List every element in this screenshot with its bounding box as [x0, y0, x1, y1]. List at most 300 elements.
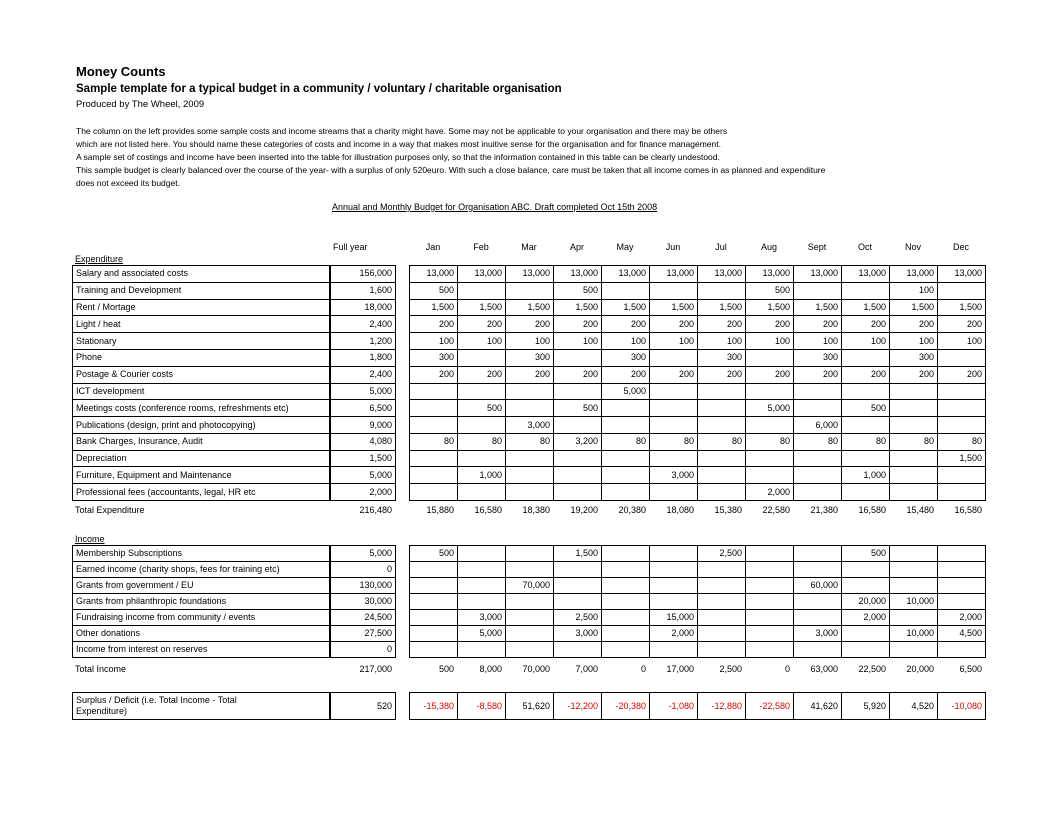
table-cell	[409, 625, 458, 642]
row-label: Grants from philanthropic foundations	[72, 593, 330, 610]
table-cell	[409, 577, 458, 594]
table-cell	[601, 609, 650, 626]
table-cell	[505, 545, 554, 562]
table-cell: 80	[937, 433, 986, 451]
row-label: Light / heat	[72, 315, 330, 333]
table-cell: 1,500	[409, 299, 458, 317]
table-cell	[601, 399, 650, 417]
table-cell	[889, 577, 938, 594]
table-cell	[409, 609, 458, 626]
table-cell: 15,000	[649, 609, 698, 626]
column-header: Feb	[473, 241, 489, 252]
table-cell: 5,000	[330, 466, 396, 484]
table-cell: 20,000	[841, 593, 890, 610]
section-heading-income: Income	[75, 534, 105, 544]
table-cell: 80	[505, 433, 554, 451]
table-cell	[841, 561, 890, 578]
table-cell: 80	[793, 433, 842, 451]
table-caption: Annual and Monthly Budget for Organisation ABC. Draft completed Oct 15th 2008	[332, 202, 658, 212]
table-cell	[649, 593, 698, 610]
surplus-cell: -12,880	[697, 692, 746, 720]
table-cell	[457, 349, 506, 367]
table-cell	[649, 383, 698, 401]
table-cell	[601, 561, 650, 578]
total-income-cell: 20,000	[906, 663, 934, 674]
table-cell	[457, 641, 506, 658]
table-cell: 300	[601, 349, 650, 367]
row-label: Professional fees (accountants, legal, HR etc	[72, 483, 330, 501]
table-cell: 500	[409, 282, 458, 300]
table-cell	[649, 641, 698, 658]
row-label: Training and Development	[72, 282, 330, 300]
table-cell: 1,500	[937, 450, 986, 468]
table-cell: 13,000	[793, 265, 842, 283]
surplus-cell: 5,920	[841, 692, 890, 720]
table-cell: 200	[937, 366, 986, 384]
table-cell	[601, 625, 650, 642]
table-cell: 6,000	[793, 416, 842, 434]
column-header: Jun	[665, 241, 681, 252]
table-cell	[793, 545, 842, 562]
table-cell: 80	[697, 433, 746, 451]
table-cell	[745, 641, 794, 658]
table-cell	[409, 450, 458, 468]
table-cell: 100	[601, 332, 650, 350]
table-cell	[793, 641, 842, 658]
document-title: Money Counts	[76, 64, 166, 79]
table-cell: 2,400	[330, 315, 396, 333]
table-cell	[409, 399, 458, 417]
total-expenditure-cell: 20,380	[618, 504, 646, 515]
table-cell: 3,000	[457, 609, 506, 626]
table-cell: 30,000	[330, 593, 396, 610]
total-expenditure-cell: 19,200	[570, 504, 598, 515]
table-cell: 3,000	[649, 466, 698, 484]
table-cell: 500	[841, 399, 890, 417]
table-cell	[457, 416, 506, 434]
surplus-label	[72, 692, 330, 720]
table-cell: 70,000	[505, 577, 554, 594]
intro-line: which are not listed here. You should name these categories of costs and income in a way that makes most inuitive sense for the organisation and for finance management.	[76, 139, 721, 149]
table-cell: 1,500	[601, 299, 650, 317]
table-cell	[697, 641, 746, 658]
table-cell: 2,400	[330, 366, 396, 384]
table-cell	[601, 450, 650, 468]
table-cell: 80	[409, 433, 458, 451]
total-income-cell: 0	[784, 663, 790, 674]
total-expenditure-cell: 18,080	[666, 504, 694, 515]
table-cell	[505, 625, 554, 642]
table-cell	[457, 577, 506, 594]
row-label: Income from interest on reserves	[72, 641, 330, 658]
table-cell: 3,000	[793, 625, 842, 642]
row-label: Salary and associated costs	[72, 265, 330, 283]
total-expenditure-label: Total Expenditure	[75, 504, 145, 515]
table-cell	[745, 383, 794, 401]
column-header: May	[616, 241, 634, 252]
table-cell: 13,000	[745, 265, 794, 283]
table-cell	[697, 561, 746, 578]
column-header: Sept	[807, 241, 827, 252]
table-cell	[697, 416, 746, 434]
table-cell: 1,600	[330, 282, 396, 300]
table-cell	[601, 416, 650, 434]
table-cell: 80	[601, 433, 650, 451]
table-cell: 100	[409, 332, 458, 350]
row-label: Publications (design, print and photocopying)	[72, 416, 330, 434]
row-label: ICT development	[72, 383, 330, 401]
table-cell: 1,500	[553, 299, 602, 317]
table-cell: 1,500	[937, 299, 986, 317]
table-cell	[793, 561, 842, 578]
table-cell: 6,500	[330, 399, 396, 417]
table-cell	[505, 383, 554, 401]
column-header: Dec	[952, 241, 969, 252]
table-cell	[601, 282, 650, 300]
table-cell: 0	[330, 561, 396, 578]
row-label: Other donations	[72, 625, 330, 642]
total-expenditure-cell: 216,480	[359, 504, 392, 515]
table-cell	[649, 282, 698, 300]
table-cell: 60,000	[793, 577, 842, 594]
table-cell	[841, 625, 890, 642]
row-label: Postage & Courier costs	[72, 366, 330, 384]
table-cell: 5,000	[745, 399, 794, 417]
table-cell	[841, 349, 890, 367]
table-cell	[745, 561, 794, 578]
table-cell: 2,000	[937, 609, 986, 626]
section-heading-expenditure: Expenditure	[75, 254, 124, 264]
column-header: Apr	[569, 241, 584, 252]
table-cell	[937, 561, 986, 578]
table-cell: 13,000	[889, 265, 938, 283]
table-cell: 200	[745, 366, 794, 384]
table-cell	[793, 609, 842, 626]
table-cell	[793, 593, 842, 610]
table-cell: 200	[553, 366, 602, 384]
table-cell	[745, 625, 794, 642]
table-cell	[553, 577, 602, 594]
table-cell: 130,000	[330, 577, 396, 594]
table-cell: 200	[457, 366, 506, 384]
table-cell	[601, 466, 650, 484]
table-cell: 5,000	[457, 625, 506, 642]
table-cell	[553, 593, 602, 610]
table-cell: 80	[457, 433, 506, 451]
table-cell	[889, 545, 938, 562]
total-income-cell: 17,000	[666, 663, 694, 674]
table-cell	[793, 450, 842, 468]
table-cell	[841, 641, 890, 658]
table-cell: 1,000	[841, 466, 890, 484]
table-cell	[457, 282, 506, 300]
table-cell	[697, 483, 746, 501]
table-cell: 100	[745, 332, 794, 350]
total-income-cell: 500	[438, 663, 454, 674]
table-cell: 2,500	[697, 545, 746, 562]
table-cell	[937, 282, 986, 300]
total-expenditure-cell: 15,880	[426, 504, 454, 515]
table-cell: 300	[505, 349, 554, 367]
table-cell	[697, 577, 746, 594]
table-cell	[745, 545, 794, 562]
table-cell: 80	[841, 433, 890, 451]
total-income-cell: 70,000	[522, 663, 550, 674]
table-cell: 200	[793, 366, 842, 384]
table-cell	[649, 416, 698, 434]
table-cell: 13,000	[457, 265, 506, 283]
surplus-cell: -22,580	[745, 692, 794, 720]
table-cell	[505, 483, 554, 501]
table-cell	[409, 483, 458, 501]
surplus-label-line1: Surplus / Deficit (i.e. Total Income - Total	[76, 695, 237, 705]
table-cell	[937, 545, 986, 562]
table-cell: 1,000	[457, 466, 506, 484]
table-cell: 200	[745, 315, 794, 333]
table-cell	[889, 416, 938, 434]
column-header: Oct	[857, 241, 872, 252]
row-label: Meetings costs (conference rooms, refreshments etc)	[72, 399, 330, 417]
table-cell: 500	[745, 282, 794, 300]
table-cell: 100	[841, 332, 890, 350]
table-cell: 200	[505, 315, 554, 333]
row-label: Grants from government / EU	[72, 577, 330, 594]
table-cell: 1,500	[841, 299, 890, 317]
table-cell	[553, 349, 602, 367]
table-cell: 5,000	[601, 383, 650, 401]
table-cell	[409, 383, 458, 401]
table-cell: 80	[745, 433, 794, 451]
table-cell	[457, 483, 506, 501]
table-cell: 300	[697, 349, 746, 367]
total-income-cell: 217,000	[359, 663, 392, 674]
intro-line: A sample set of costings and income have been inserted into the table for illustration purposes only, so that the information contained in this table can be clearly undestood.	[76, 152, 720, 162]
table-cell	[457, 561, 506, 578]
total-income-cell: 22,500	[858, 663, 886, 674]
table-cell	[649, 450, 698, 468]
table-cell: 2,000	[841, 609, 890, 626]
table-cell	[745, 577, 794, 594]
table-cell	[649, 577, 698, 594]
table-cell: 200	[505, 366, 554, 384]
table-cell: 200	[793, 315, 842, 333]
table-cell	[793, 466, 842, 484]
table-cell	[505, 466, 554, 484]
intro-line: This sample budget is clearly balanced over the course of the year- with a surplus of only 520euro. With such a close balance, care must be taken that all income comes in as planned and expenditure	[76, 165, 826, 175]
table-cell: 200	[937, 315, 986, 333]
table-cell: 200	[697, 366, 746, 384]
table-cell	[505, 450, 554, 468]
table-cell	[649, 349, 698, 367]
table-cell: 100	[937, 332, 986, 350]
table-cell	[505, 609, 554, 626]
table-cell: 300	[409, 349, 458, 367]
table-cell	[889, 466, 938, 484]
table-cell: 200	[697, 315, 746, 333]
table-cell	[889, 399, 938, 417]
table-cell: 100	[457, 332, 506, 350]
table-cell: 200	[601, 366, 650, 384]
table-cell	[649, 561, 698, 578]
total-expenditure-cell: 22,580	[762, 504, 790, 515]
table-cell: 200	[889, 366, 938, 384]
table-cell: 13,000	[409, 265, 458, 283]
table-cell: 100	[889, 332, 938, 350]
row-label: Bank Charges, Insurance, Audit	[72, 433, 330, 451]
table-cell	[793, 383, 842, 401]
intro-line: does not exceed its budget.	[76, 178, 180, 188]
table-cell	[889, 383, 938, 401]
table-cell	[889, 641, 938, 658]
row-label: Furniture, Equipment and Maintenance	[72, 466, 330, 484]
row-label: Membership Subscriptions	[72, 545, 330, 562]
table-cell: 13,000	[697, 265, 746, 283]
table-cell	[409, 561, 458, 578]
table-cell	[889, 450, 938, 468]
table-cell: 9,000	[330, 416, 396, 434]
table-cell: 1,500	[745, 299, 794, 317]
table-cell: 10,000	[889, 593, 938, 610]
table-cell	[553, 561, 602, 578]
table-cell	[601, 641, 650, 658]
table-cell: 2,000	[330, 483, 396, 501]
total-income-cell: 8,000	[479, 663, 502, 674]
table-cell: 500	[457, 399, 506, 417]
table-cell: 1,500	[553, 545, 602, 562]
total-expenditure-cell: 15,480	[906, 504, 934, 515]
table-cell: 1,500	[649, 299, 698, 317]
table-cell: 80	[649, 433, 698, 451]
table-cell: 2,500	[553, 609, 602, 626]
table-cell	[457, 593, 506, 610]
table-cell: 3,000	[553, 625, 602, 642]
column-header: Aug	[760, 241, 777, 252]
table-cell: 1,200	[330, 332, 396, 350]
table-cell: 1,500	[697, 299, 746, 317]
table-cell	[697, 282, 746, 300]
table-cell: 200	[409, 366, 458, 384]
table-cell: 1,500	[457, 299, 506, 317]
table-cell	[697, 609, 746, 626]
total-income-label: Total Income	[75, 663, 127, 674]
table-cell: 5,000	[330, 383, 396, 401]
table-cell	[889, 561, 938, 578]
table-cell	[457, 450, 506, 468]
table-cell: 100	[889, 282, 938, 300]
table-cell	[745, 450, 794, 468]
table-cell: 1,500	[793, 299, 842, 317]
table-cell: 156,000	[330, 265, 396, 283]
table-cell: 5,000	[330, 545, 396, 562]
row-label: Phone	[72, 349, 330, 367]
row-label: Earned income (charity shops, fees for training etc)	[72, 561, 330, 578]
table-cell: 3,200	[553, 433, 602, 451]
table-cell: 100	[697, 332, 746, 350]
table-cell	[937, 399, 986, 417]
table-cell	[841, 282, 890, 300]
table-cell	[745, 593, 794, 610]
table-cell: 13,000	[505, 265, 554, 283]
table-cell: 200	[409, 315, 458, 333]
table-cell	[745, 349, 794, 367]
table-cell: 18,000	[330, 299, 396, 317]
table-cell: 13,000	[601, 265, 650, 283]
table-cell	[409, 416, 458, 434]
table-cell	[745, 466, 794, 484]
table-cell	[409, 593, 458, 610]
table-cell: 13,000	[649, 265, 698, 283]
table-cell: 1,800	[330, 349, 396, 367]
total-expenditure-cell: 16,580	[858, 504, 886, 515]
table-cell	[457, 383, 506, 401]
table-cell	[793, 282, 842, 300]
table-cell	[649, 399, 698, 417]
table-cell	[793, 399, 842, 417]
table-cell	[937, 416, 986, 434]
column-header: Mar	[521, 241, 537, 252]
total-expenditure-cell: 21,380	[810, 504, 838, 515]
table-cell: 4,500	[937, 625, 986, 642]
table-cell: 1,500	[505, 299, 554, 317]
table-cell: 100	[793, 332, 842, 350]
surplus-cell: 51,620	[505, 692, 554, 720]
table-cell	[937, 641, 986, 658]
intro-line: The column on the left provides some sample costs and income streams that a charity might have. Some may not be applicable to your organisation and there may be others	[76, 126, 728, 136]
table-cell: 500	[841, 545, 890, 562]
surplus-cell: -8,580	[457, 692, 506, 720]
total-income-cell: 63,000	[810, 663, 838, 674]
table-cell: 3,000	[505, 416, 554, 434]
table-cell: 500	[553, 282, 602, 300]
surplus-cell: -12,200	[553, 692, 602, 720]
total-expenditure-cell: 15,380	[714, 504, 742, 515]
table-cell: 13,000	[937, 265, 986, 283]
row-label: Rent / Mortage	[72, 299, 330, 317]
total-income-cell: 6,500	[959, 663, 982, 674]
surplus-cell: 520	[330, 692, 396, 720]
table-cell: 80	[889, 433, 938, 451]
table-cell	[553, 483, 602, 501]
total-income-cell: 7,000	[575, 663, 598, 674]
document-subtitle: Sample template for a typical budget in a community / voluntary / charitable organisation	[76, 83, 562, 95]
table-cell	[553, 416, 602, 434]
table-cell	[601, 545, 650, 562]
table-cell: 1,500	[889, 299, 938, 317]
table-cell	[505, 641, 554, 658]
table-cell: 2,000	[745, 483, 794, 501]
table-cell	[697, 625, 746, 642]
table-cell: 24,500	[330, 609, 396, 626]
surplus-cell: -15,380	[409, 692, 458, 720]
surplus-cell: 4,520	[889, 692, 938, 720]
table-cell: 0	[330, 641, 396, 658]
table-cell	[505, 593, 554, 610]
table-cell: 200	[553, 315, 602, 333]
table-cell	[601, 593, 650, 610]
table-cell: 500	[409, 545, 458, 562]
table-cell	[697, 466, 746, 484]
table-cell	[697, 399, 746, 417]
table-cell	[841, 577, 890, 594]
table-cell: 500	[553, 399, 602, 417]
column-header: Jan	[425, 241, 441, 252]
table-cell	[841, 483, 890, 501]
table-cell	[457, 545, 506, 562]
table-cell	[937, 383, 986, 401]
column-header: Jul	[715, 241, 727, 252]
table-cell	[697, 383, 746, 401]
table-cell: 200	[601, 315, 650, 333]
